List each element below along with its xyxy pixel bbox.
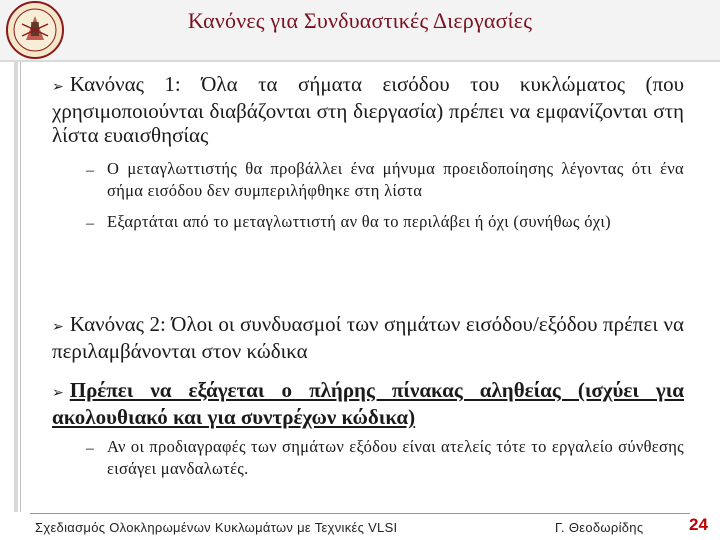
footer-course: Σχεδιασμός Ολοκληρωμένων Κυκλωμάτων με Τεχνικές VLSI	[35, 520, 398, 535]
bullet-text: Κανόνας 1: Όλα τα σήματα εισόδου του κυκλώματος (που χρησιμοποιούνται διαβάζονται στη διεργασία) πρέπει να εμφανίζονται στη λίστα ευαισθησίας	[52, 72, 684, 147]
bullet-rule-2	[52, 312, 684, 363]
footer-divider	[30, 513, 690, 514]
bullet-text: Πρέπει να εξάγεται ο πλήρης πίνακας αληθείας (ισχύει για ακολουθιακό και για συντρέχων κώδικα)	[52, 378, 684, 429]
footer-author: Γ. Θεοδωρίδης	[555, 520, 644, 535]
bullet-truth-table	[52, 378, 684, 429]
dash-bullet-icon: –	[86, 215, 94, 232]
dash-bullet-icon: –	[86, 440, 94, 457]
sub-bullet: Αν οι προδιαγραφές των σημάτων εξόδου είναι ατελείς τότε το εργαλείο σύνθεσης εισάγει μανδαλωτές.	[107, 437, 684, 478]
dash-bullet-icon: –	[86, 162, 94, 179]
arrow-bullet-icon: ➢	[52, 385, 64, 401]
left-margin-line	[20, 62, 21, 512]
bullet-text: Κανόνας 2: Όλοι οι συνδυασμοί των σημάτων εισόδου/εξόδου πρέπει να περιλαμβάνονται στον κώδικα	[52, 312, 684, 363]
left-margin-bar	[14, 62, 18, 512]
arrow-bullet-icon: ➢	[52, 79, 64, 95]
arrow-bullet-icon: ➢	[52, 319, 64, 335]
bullet-rule-1	[52, 72, 684, 147]
page-number: 24	[689, 515, 708, 534]
sub-bullet: Εξαρτάται από το μεταγλωττιστή αν θα το περιλάβει ή όχι (συνήθως όχι)	[107, 212, 611, 231]
slide-title: Κανόνες για Συνδυαστικές Διεργασίες	[187, 8, 533, 33]
header-divider	[0, 60, 720, 62]
sub-bullet: Ο μεταγλωττιστής θα προβάλλει ένα μήνυμα προειδοποίησης λέγοντας ότι ένα σήμα εισόδου δεν συμπεριλήφθηκε στη λίστα	[107, 159, 684, 200]
